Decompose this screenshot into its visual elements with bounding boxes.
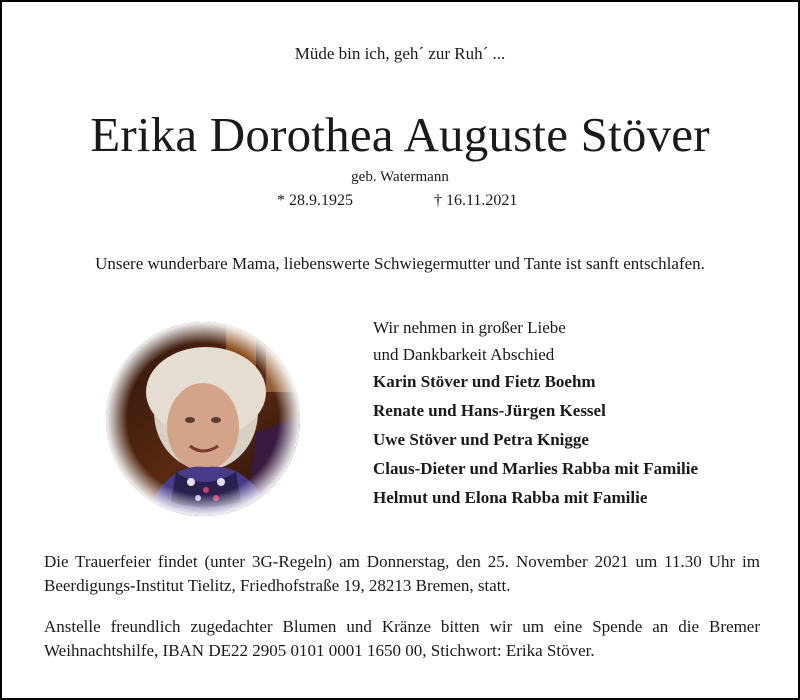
farewell-line: und Dankbarkeit Abschied bbox=[373, 345, 555, 364]
mourner-name: Karin Stöver und Fietz Boehm bbox=[373, 372, 596, 391]
maiden-name: geb. Watermann bbox=[351, 169, 449, 185]
ceremony-info: Die Trauerfeier findet (unter 3G-Regeln) am Donnerstag, den 25. November 2021 um 11.30 Uhr im Beerdigungs-Institut Tielitz, Friedhofstraße 19, 28213 Bremen, statt. bbox=[44, 552, 760, 595]
donation-info: Anstelle freundlich zugedachter Blumen und Kränze bitten wir um eine Spende an die Bremer Weihnachtshilfe, IBAN DE22 2905 0101 0001 1650 00, Stichwort: Erika Stöver. bbox=[44, 617, 760, 660]
mourners-list bbox=[373, 367, 698, 512]
mourner-name: Helmut und Elona Rabba mit Familie bbox=[373, 488, 648, 507]
motto: Müde bin ich, geh´ zur Ruh´ ... bbox=[294, 44, 506, 63]
farewell-line: Wir nehmen in großer Liebe bbox=[373, 318, 566, 337]
birth-date: * 28.9.1925 bbox=[277, 192, 353, 209]
intro-text: Unsere wunderbare Mama, liebenswerte Schwiegermutter und Tante ist sanft entschlafen. bbox=[95, 254, 705, 273]
mourner-name: Claus-Dieter und Marlies Rabba mit Familie bbox=[373, 459, 699, 478]
death-date: † 16.11.2021 bbox=[434, 192, 518, 209]
mourner-name: Renate und Hans-Jürgen Kessel bbox=[373, 401, 606, 420]
portrait-photo bbox=[106, 322, 300, 516]
deceased-name: Erika Dorothea Auguste Stöver bbox=[90, 107, 710, 162]
farewell-text bbox=[373, 314, 566, 368]
mourner-name: Uwe Stöver und Petra Knigge bbox=[373, 430, 589, 449]
